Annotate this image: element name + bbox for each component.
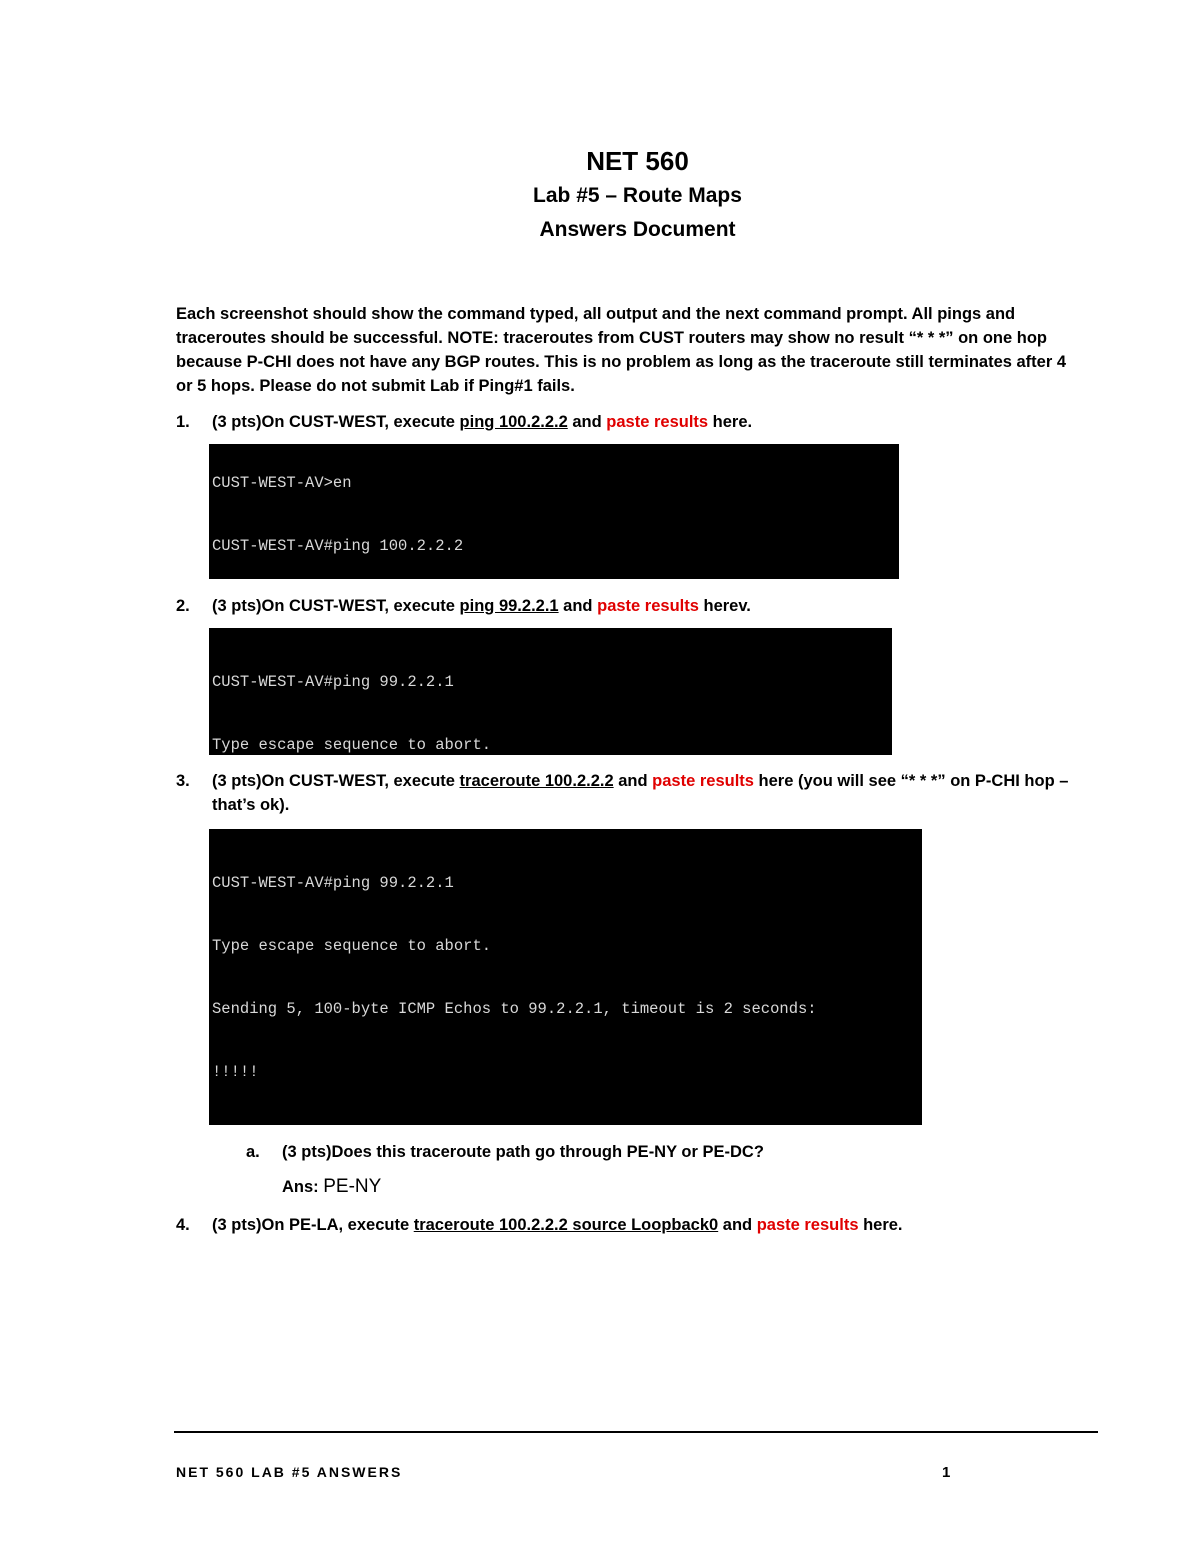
terminal-screenshot-1: [209, 444, 899, 579]
terminal-line: CUST-WEST-AV#ping 99.2.2.1: [212, 874, 454, 892]
question-text: (3 pts)On CUST-WEST, execute: [212, 413, 460, 431]
terminal-line: CUST-WEST-AV>en: [212, 474, 352, 492]
question-number: 2.: [176, 597, 190, 615]
terminal-screenshot-2: [209, 628, 892, 755]
terminal-line: Type escape sequence to abort.: [212, 736, 492, 754]
page-number: 1: [942, 1464, 951, 1481]
lab-title: Lab #5 – Route Maps: [533, 184, 742, 207]
subquestion-text: (3 pts)Does this traceroute path go through PE-NY or PE-DC?: [282, 1143, 764, 1161]
subquestion-letter: a.: [246, 1143, 260, 1161]
course-title: NET 560: [586, 146, 689, 176]
terminal-line: Sending 5, 100-byte ICMP Echos to 99.2.2.1, timeout is 2 seconds:: [212, 1000, 817, 1018]
question-command: traceroute 100.2.2.2 source Loopback0: [413, 1216, 719, 1234]
question-number: 4.: [176, 1216, 190, 1234]
question-command: ping 100.2.2.2: [459, 413, 568, 431]
question-command: traceroute 100.2.2.2: [459, 772, 614, 790]
document-title: Answers Document: [539, 218, 736, 241]
terminal-line: CUST-WEST-AV#ping 100.2.2.2: [212, 537, 464, 555]
question-text: (3 pts)On PE-LA, execute: [212, 1216, 414, 1234]
question-number: 3.: [176, 772, 190, 790]
answer: [282, 1176, 381, 1198]
paste-results-label: paste results: [652, 772, 754, 790]
terminal-line: Type escape sequence to abort.: [212, 937, 492, 955]
question-number: 1.: [176, 413, 190, 431]
paste-results-label: paste results: [606, 413, 709, 431]
paste-results-label: paste results: [597, 597, 699, 615]
terminal-screenshot-3: [209, 829, 922, 1125]
question-text: (3 pts)On CUST-WEST, execute: [212, 772, 460, 790]
terminal-line: CUST-WEST-AV#ping 99.2.2.1: [212, 673, 454, 691]
question-text: (3 pts)On CUST-WEST, execute: [212, 597, 460, 615]
instructions-paragraph: Each screenshot should show the command typed, all output and the next command prompt. All pings and traceroutes should be successful. NOTE: traceroutes from CUST routers may show no result “* * *” on one hop because P-CHI does not have any BGP routes. This is no problem as long as the traceroute still terminates after 4 or 5 hops. Please do not submit Lab if Ping#1 fails.: [176, 305, 1067, 395]
footer-title: NET 560 LAB #5 ANSWERS: [176, 1464, 403, 1480]
answer-value: PE-NY: [323, 1176, 382, 1197]
question-command: ping 99.2.2.1: [459, 597, 559, 615]
answer-label: Ans:: [282, 1178, 324, 1196]
terminal-line: !!!!!: [212, 1063, 259, 1081]
paste-results-label: paste results: [756, 1216, 859, 1234]
footer-divider: [174, 1431, 1098, 1433]
